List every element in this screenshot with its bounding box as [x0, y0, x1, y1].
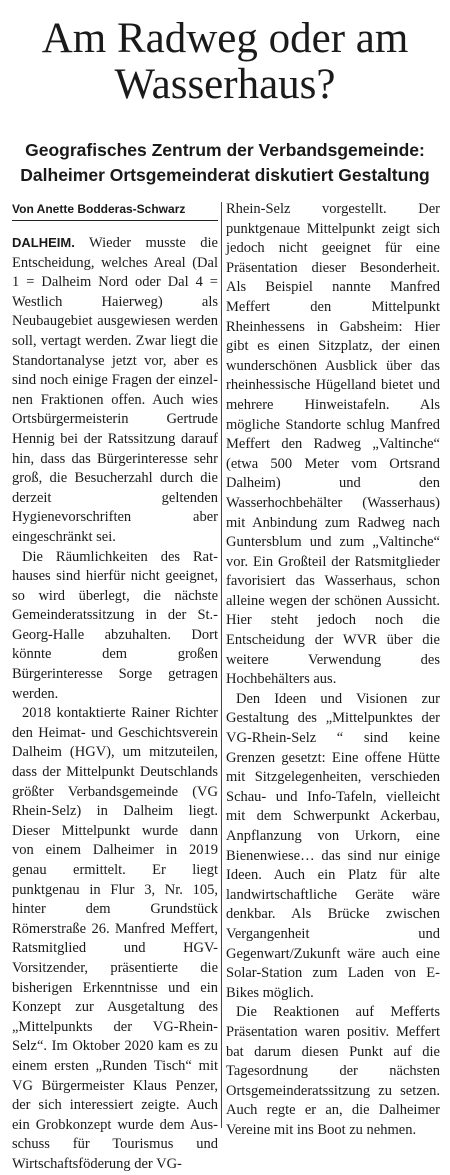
- paragraph: 2018 kontaktierte Rainer Richter den Heimat- und Geschichtsverein Dalheim (HGV), um mitzuteilen, dass der Mittelpunkt Deutschlands größter Verbandsgemeinde (VG Rhein-Selz) in Dalheim liegt. Dieser Mittelpunkt wurde dann von einem Dalheimer in 2019 genau ermittelt. Er liegt punktgenau in Flur 3, Nr. 105, hinter dem Grundstück Römerstraße 26. Manfred Meffert, Ratsmitglied und HGV-Vorsitzender, präsentierte die bisherigen Erkenntnisse und ein Konzept zur Ausgetaltung des „Mittelpunkts der VG-Rhein-Selz“. Im Oktober 2020 kam es zu einem ersten „Runden Tisch“ mit VG Bürgermeister Klaus Penzer, der sich interessiert zeigte. Auch ein Grobkonzept wurde dem Ausschuss für Tourismus und Wirtschaftsföderung der VG-: [12, 705, 218, 1172]
- article-subheadline: Geografisches Zentrum der Verbandsgemeinde: Dalheimer Ortsgemeinderat diskutiert Gestaltung: [20, 140, 430, 185]
- paragraph: Die Räumlichkeiten des Rathauses sind hierfür nicht geeignet, so wird überlegt, die nächste Gemeinderatssitzung in der St.-Georg-Halle abzuhalten. Dort könnte dem großen Bürgerinteresse Sorge getragen werden.: [12, 548, 218, 702]
- paragraph: Rhein-Selz vorgestellt. Der punktgenaue Mittelpunkt zeigt sich jedoch nicht geeignet für eine Präsentation dieser Besonderheit. Als Beispiel nannte Manfred Meffert den Mittelpunkt Rheinhessens in Gabsheim: Hier gibt es einen Sitzplatz, der einen wunderschönen Ausblick über das rheinhessische Hügelland bietet und mehrere Hinweistafeln. Als mögliche Standorte schlug Manfred Meffert den Radweg „Valtinche“ (etwa 500 Meter vom Ortsrand Dalheim) und den Wasserhochbehälter (Wasserhaus) mit Anbindung zum Radweg nach Guntersblum und zum „Valtinche“ vor. Ein Großteil der Ratsmitglieder favorisiert das Wasserhaus, schon alleine wegen der schönen Aussicht. Hier steht jedoch noch die Entscheidung der WVR über die weitere Verwendung des Hochbehälters aus.: [226, 201, 440, 688]
- column-right: [226, 200, 440, 1141]
- article-headline: Am Radweg oder am Wasserhaus?: [41, 15, 409, 108]
- byline: Von Anette Bodderas-Schwarz: [12, 200, 218, 221]
- paragraph-text: Wieder musste die Entscheidung, welches Areal (Dal 1 = Dalheim Nord oder Dal 4 = Westlich Haierweg) als Neubaugebiet ausgewiesen werden soll, vertagt werden. Zwar liegt die Standortanalyse jetzt vor, aber es sind noch einige Fragen der einzelnen Fraktionen offen. Auch wies Ortsbürgermeisterin Gertrude Hennig bei der Ratssitzung darauf hin, dass das Bürgerinteresse sehr groß, die Besucherzahl durch die derzeit geltenden Hygienevorschriften aber eingeschränkt sei.: [12, 235, 218, 545]
- column-left: [12, 200, 218, 1175]
- paragraph: Den Ideen und Visionen zur Gestaltung des „Mittelpunktes der VG-Rhein-Selz “ sind keine Grenzen gesetzt: Eine offene Hütte mit Sitzgelegenheiten, verschieden Schau- und Info-Tafeln, vielleicht mit dem Schwerpunkt Ackerbau, Anpflanzung von Urkorn, eine Bienenwiese… das sind nur einige Ideen. Auch ein Platz für alte landwirtschaftliche Geräte wäre denkbar. Als Brücke zwischen Vergangenheit und Gegenwart/Zukunft wäre auch eine Solar-Station zum Laden von E-Bikes möglich.: [226, 690, 440, 1001]
- dateline: DALHEIM.: [12, 235, 75, 250]
- paragraph: Die Reaktionen auf Mefferts Präsentation waren positiv. Meffert bat darum diesen Punkt auf die Tagesordnung der nächsten Ortsgemeinderatssitzung zu setzen. Auch regte er an, die Dalheimer Vereine mit ins Boot zu nehmen.: [226, 1004, 440, 1138]
- paragraph: [12, 233, 218, 548]
- column-divider: [221, 202, 222, 1128]
